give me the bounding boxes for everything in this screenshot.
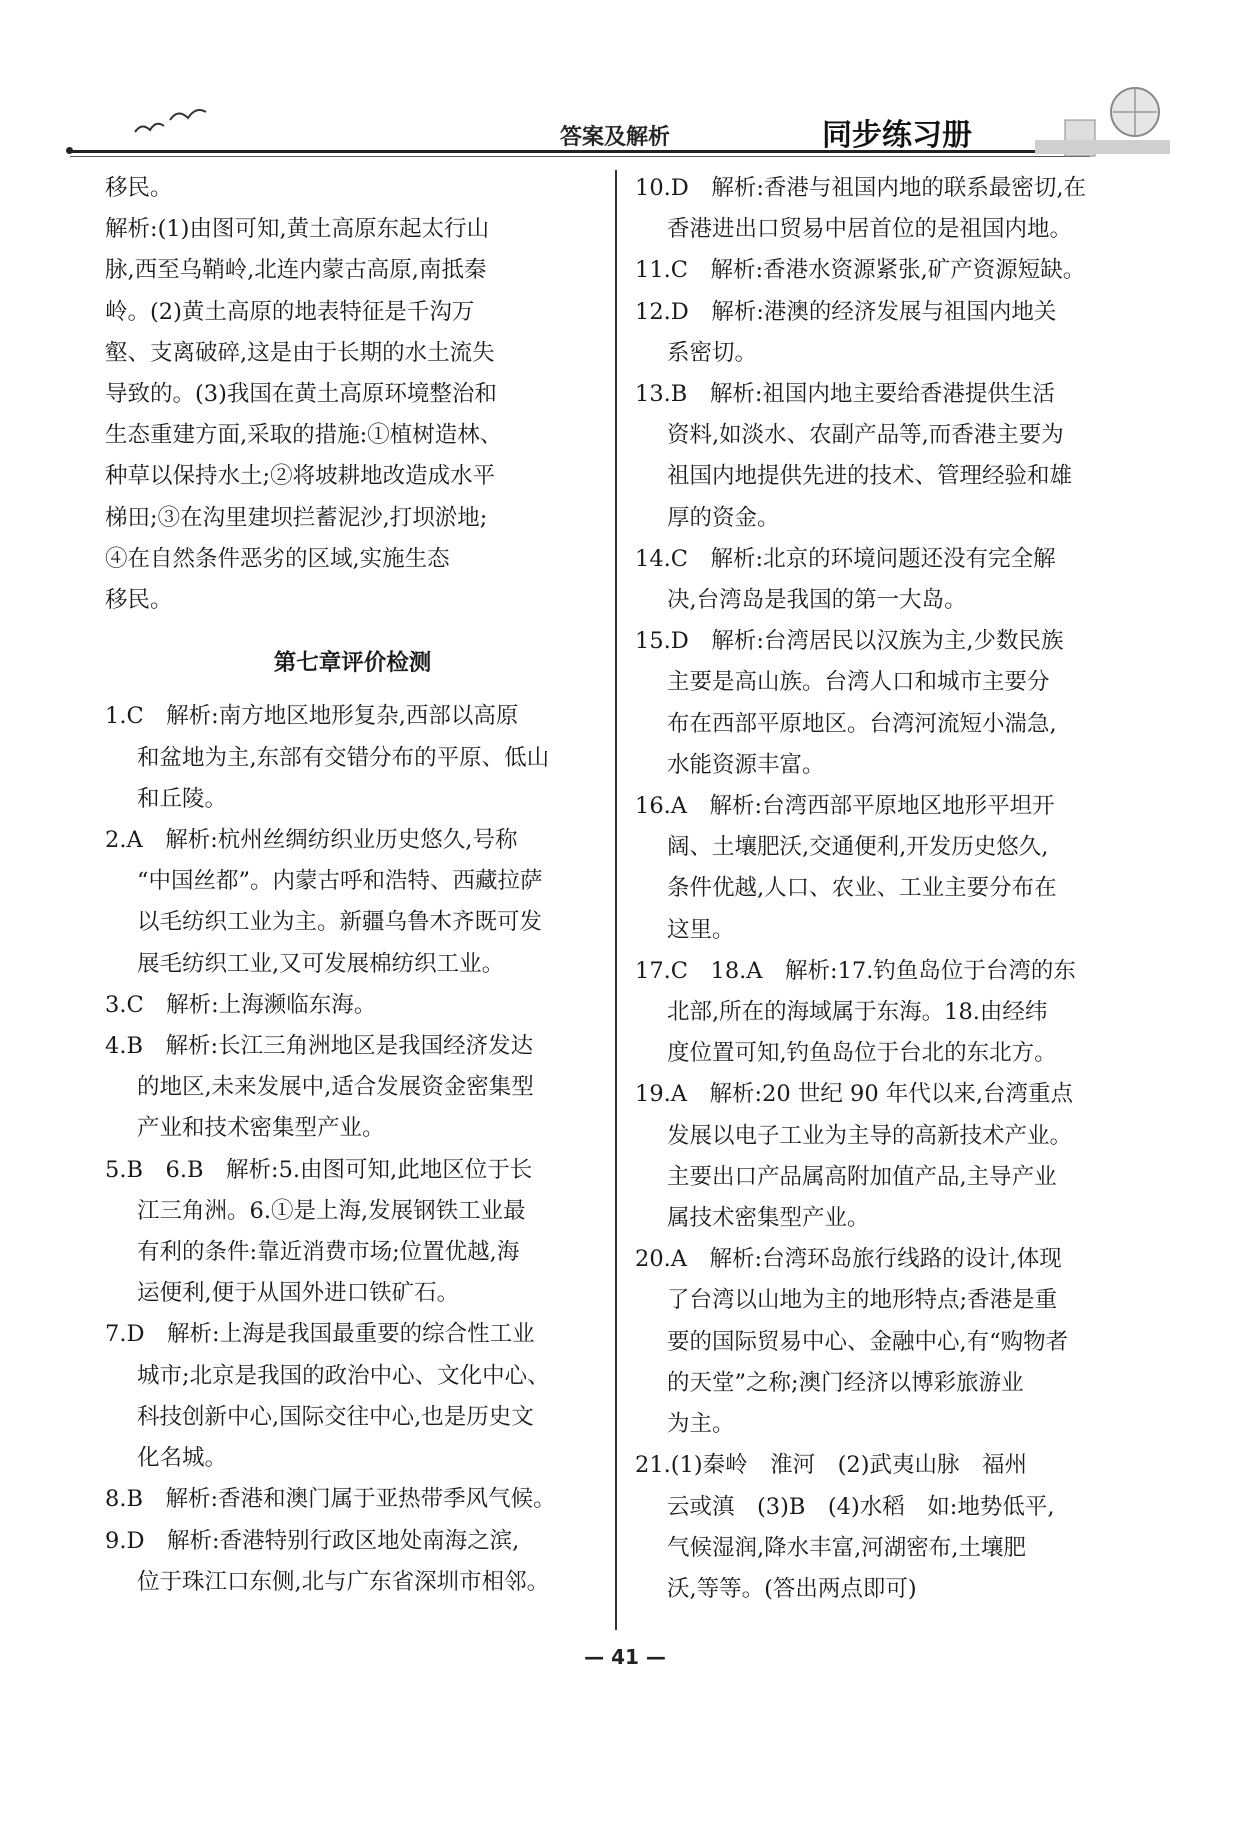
text-line: 解析:(1)由图可知,黄土高原东起太行山: [105, 216, 490, 243]
answer-continuation: 主要出口产品属高附加值产品,主导产业: [667, 1163, 1057, 1190]
answer-continuation: 运便利,便于从国外进口铁矿石。: [137, 1280, 460, 1307]
answer-item: [105, 985, 600, 1026]
answer-item: [105, 820, 600, 985]
text-line: 壑、支离破碎,这是由于长期的水土流失: [105, 339, 495, 366]
answer-continuation: 水能资源丰富。: [667, 751, 825, 778]
answer-continuation: 北部,所在的海域属于东海。18.由经纬: [667, 999, 1048, 1026]
answer-continuation: 和丘陵。: [137, 785, 228, 812]
answer-item: [105, 1150, 600, 1315]
answer-item: [635, 786, 1160, 951]
answer-continuation: 决,台湾岛是我国的第一大岛。: [667, 587, 967, 614]
answer-item: [635, 292, 1160, 374]
birds-icon: [130, 102, 210, 142]
answer-continuation: 主要是高山族。台湾人口和城市主要分: [667, 669, 1050, 696]
header-subtitle: 答案及解析: [560, 125, 671, 150]
answer-line: 11.C 解析:香港水资源紧张,矿产资源短缺。: [635, 257, 1086, 284]
answer-line: 3.C 解析:上海濒临东海。: [105, 991, 377, 1018]
answer-item: [635, 1239, 1160, 1445]
answer-line: 8.B 解析:香港和澳门属于亚热带季风气候。: [105, 1486, 556, 1513]
answer-line: 4.B 解析:长江三角洲地区是我国经济发达: [105, 1033, 534, 1060]
answer-line: 5.B 6.B 解析:5.由图可知,此地区位于长: [105, 1156, 533, 1183]
answer-line: 16.A 解析:台湾西部平原地区地形平坦开: [635, 793, 1055, 820]
answer-line: 19.A 解析:20 世纪 90 年代以来,台湾重点: [635, 1081, 1073, 1108]
page-number: — 41 —: [584, 1645, 666, 1669]
answer-line: 7.D 解析:上海是我国最重要的综合性工业: [105, 1321, 535, 1348]
answer-item: [635, 951, 1160, 1075]
text-line: ④在自然条件恶劣的区域,实施生态: [105, 545, 450, 572]
text-line: 移民。: [105, 175, 173, 201]
answer-continuation: 要的国际贸易中心、金融中心,有“购物者: [667, 1328, 1069, 1355]
answer-continuation: 云或滇 (3)B (4)水稻 如:地势低平,: [667, 1493, 1055, 1520]
answer-item: [635, 539, 1160, 621]
answer-line: 1.C 解析:南方地区地形复杂,西部以高原: [105, 703, 519, 730]
answer-continuation: “中国丝都”。内蒙古呼和浩特、西藏拉萨: [137, 868, 543, 895]
answer-line: 21.(1)秦岭 淮河 (2)武夷山脉 福州: [635, 1452, 1028, 1479]
answer-continuation: 系密切。: [667, 339, 758, 366]
answer-item: [105, 1026, 600, 1150]
text-line: 导致的。(3)我国在黄土高原环境整治和: [105, 381, 497, 408]
answer-continuation: 沃,等等。(答出两点即可): [667, 1575, 917, 1602]
text-line: 移民。: [105, 587, 173, 614]
answer-continuation: 科技创新中心,国际交往中心,也是历史文: [137, 1403, 534, 1430]
answer-line: 17.C 18.A 解析:17.钓鱼岛位于台湾的东: [635, 957, 1076, 984]
answer-line: 12.D 解析:港澳的经济发展与祖国内地关: [635, 298, 1057, 325]
intro-answer: [105, 168, 600, 621]
answer-line: 2.A 解析:杭州丝绸纺织业历史悠久,号称: [105, 827, 518, 854]
globe-decoration-icon: [1025, 80, 1175, 160]
header-rule-thin: [70, 156, 1090, 157]
answer-item: [105, 696, 600, 820]
answer-continuation: 资料,如淡水、农副产品等,而香港主要为: [667, 422, 1064, 449]
text-line: 岭。(2)黄土高原的地表特征是千沟万: [105, 298, 475, 325]
answer-item: [105, 1521, 600, 1603]
answer-item: [105, 1479, 600, 1520]
answer-continuation: 条件优越,人口、农业、工业主要分布在: [667, 875, 1057, 902]
answer-continuation: 以毛纺织工业为主。新疆乌鲁木齐既可发: [137, 909, 543, 936]
answer-item: [105, 1314, 600, 1479]
answer-item: [635, 621, 1160, 786]
column-divider: [615, 170, 617, 1630]
answer-continuation: 化名城。: [137, 1445, 228, 1472]
answer-continuation: 展毛纺织工业,又可发展棉纺织工业。: [137, 950, 505, 977]
answer-continuation: 了台湾以山地为主的地形特点;香港是重: [667, 1287, 1058, 1314]
right-column: [635, 168, 1160, 1610]
answer-continuation: 发展以电子工业为主导的高新技术产业。: [667, 1122, 1073, 1149]
answer-item: [635, 1074, 1160, 1239]
answer-continuation: 的天堂”之称;澳门经济以博彩旅游业: [667, 1369, 1024, 1396]
answer-continuation: 江三角洲。6.①是上海,发展钢铁工业最: [137, 1197, 526, 1224]
answer-continuation: 厚的资金。: [667, 504, 780, 531]
answer-continuation: 城市;北京是我国的政治中心、文化中心、: [137, 1362, 550, 1389]
answer-continuation: 为主。: [667, 1411, 735, 1438]
book-title: 同步练习册: [822, 118, 972, 153]
answer-continuation: 产业和技术密集型产业。: [137, 1115, 385, 1142]
answer-item: [635, 1445, 1160, 1610]
answer-continuation: 有利的条件:靠近消费市场;位置优越,海: [137, 1239, 520, 1266]
answer-continuation: 属技术密集型产业。: [667, 1205, 870, 1232]
left-column: [105, 168, 600, 1603]
answer-list: [105, 696, 600, 1602]
answer-continuation: 气候湿润,降水丰富,河湖密布,土壤肥: [667, 1534, 1026, 1561]
header-dot: [66, 147, 73, 154]
answer-continuation: 布在西部平原地区。台湾河流短小湍急,: [667, 710, 1057, 737]
answer-line: 14.C 解析:北京的环境问题还没有完全解: [635, 545, 1056, 572]
answer-line: 10.D 解析:香港与祖国内地的联系最密切,在: [635, 175, 1087, 201]
answer-continuation: 这里。: [667, 916, 735, 943]
text-line: 脉,西至乌鞘岭,北连内蒙古高原,南抵秦: [105, 257, 487, 284]
answer-line: 9.D 解析:香港特别行政区地处南海之滨,: [105, 1527, 520, 1554]
answer-item: [635, 374, 1160, 539]
chapter-title: 第七章评价检测: [273, 650, 432, 677]
answer-continuation: 度位置可知,钓鱼岛位于台北的东北方。: [667, 1040, 1057, 1067]
text-line: 梯田;③在沟里建坝拦蓄泥沙,打坝淤地;: [105, 504, 488, 531]
text-line: 种草以保持水土;②将坡耕地改造成水平: [105, 463, 496, 490]
answer-line: 20.A 解析:台湾环岛旅行线路的设计,体现: [635, 1246, 1062, 1273]
page-header: [70, 90, 1180, 160]
answer-continuation: 和盆地为主,东部有交错分布的平原、低山: [137, 744, 550, 771]
answer-continuation: 位于珠江口东侧,北与广东省深圳市相邻。: [137, 1568, 550, 1595]
answer-continuation: 香港进出口贸易中居首位的是祖国内地。: [667, 216, 1073, 243]
answer-continuation: 祖国内地提供先进的技术、管理经验和雄: [667, 463, 1073, 490]
answer-continuation: 阔、土壤肥沃,交通便利,开发历史悠久,: [667, 834, 1049, 861]
answer-list: [635, 168, 1160, 1610]
answer-item: [635, 168, 1160, 250]
text-line: 生态重建方面,采取的措施:①植树造林、: [105, 422, 503, 449]
answer-line: 15.D 解析:台湾居民以汉族为主,少数民族: [635, 628, 1064, 655]
answer-line: 13.B 解析:祖国内地主要给香港提供生活: [635, 381, 1055, 408]
answer-item: [635, 250, 1160, 291]
answer-continuation: 的地区,未来发展中,适合发展资金密集型: [137, 1074, 534, 1101]
